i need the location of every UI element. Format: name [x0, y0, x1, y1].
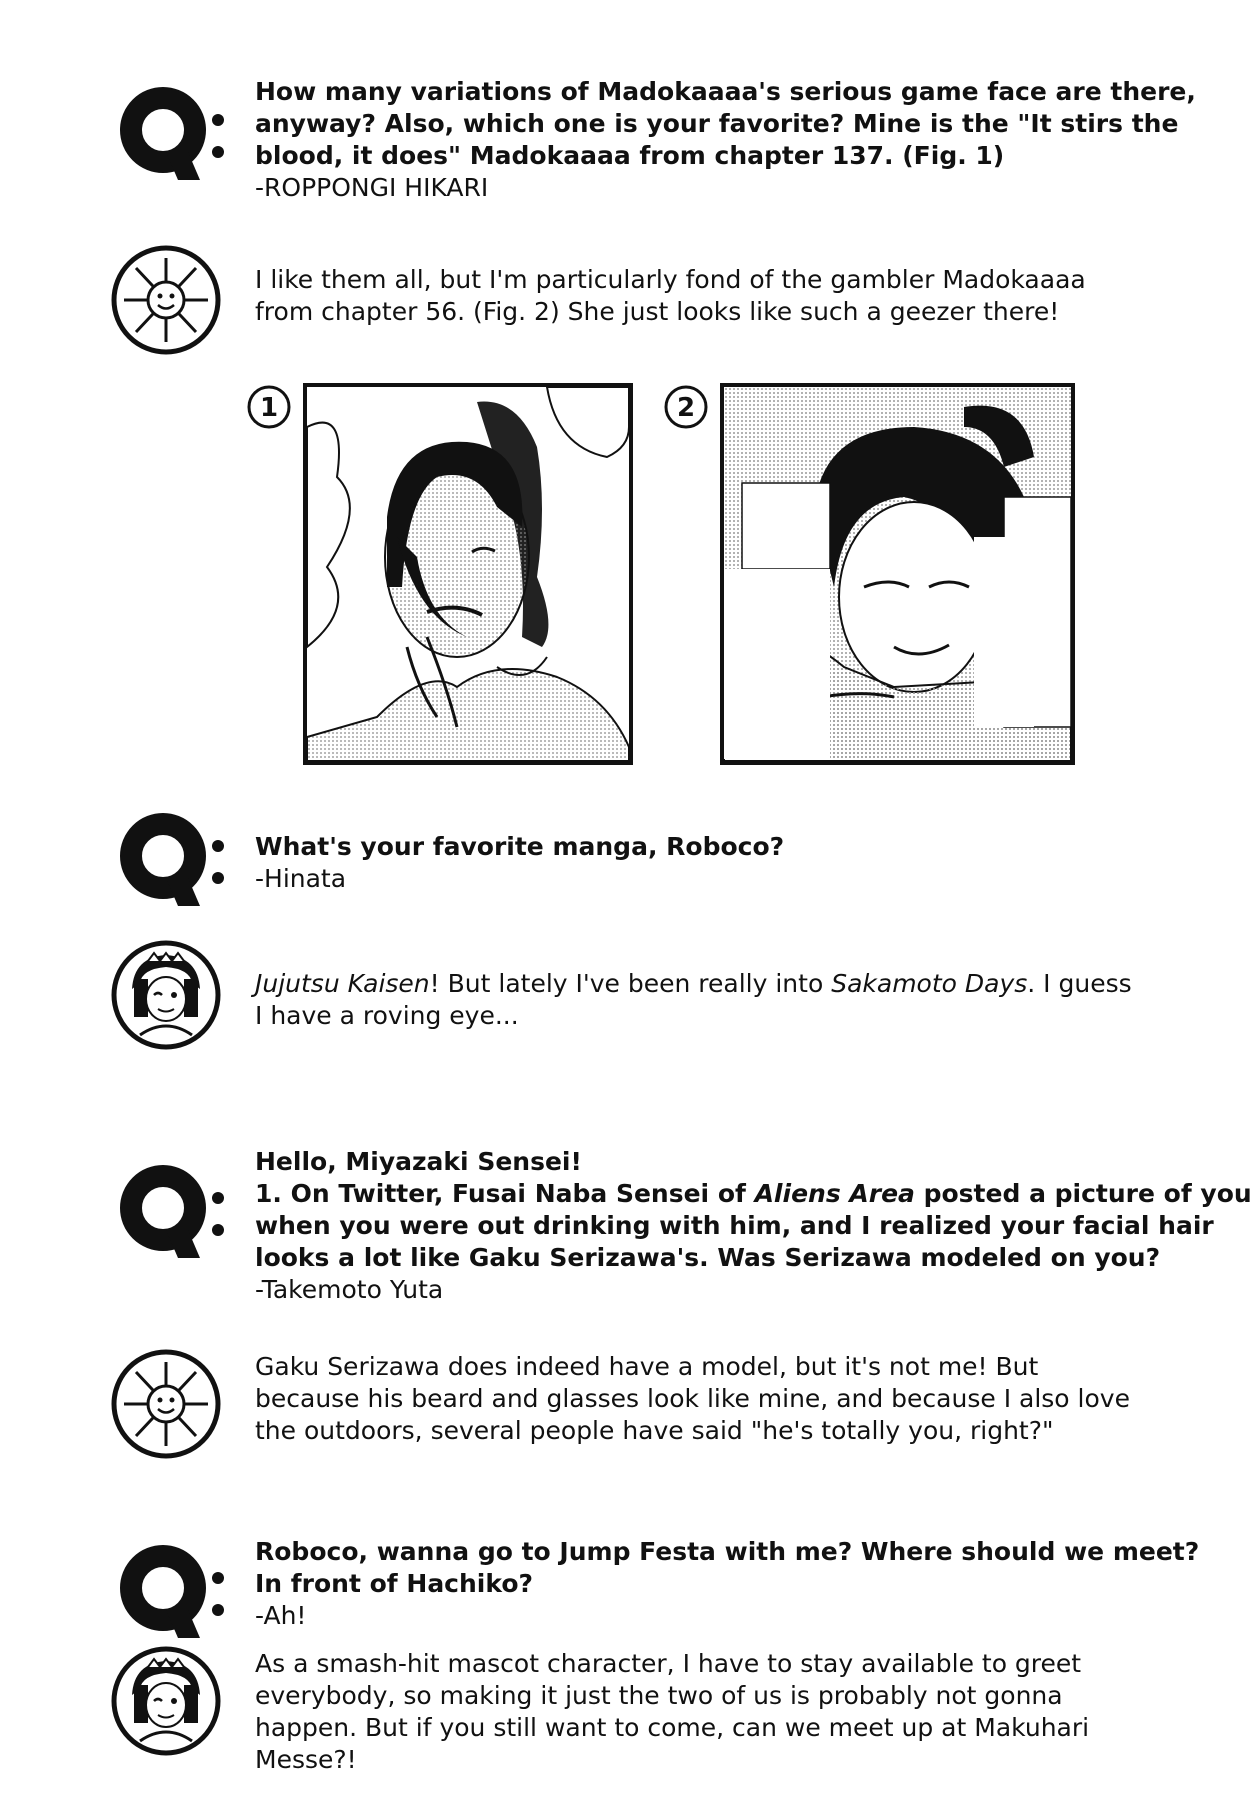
answer-3	[255, 1351, 1130, 1447]
answer-line: I like them all, but I'm particularly fond of the gambler Madokaaaa	[255, 265, 1086, 294]
figure-2-panel	[720, 383, 1075, 765]
question-signature: -ROPPONGI HIKARI	[255, 173, 489, 202]
answer-line: everybody, so making it just the two of us is probably not gonna	[255, 1681, 1063, 1710]
q-mark-icon	[118, 82, 228, 192]
answer-line: from chapter 56. (Fig. 2) She just looks like such a geezer there!	[255, 297, 1060, 326]
roboco-avatar-icon	[110, 939, 222, 1051]
question-line: Roboco, wanna go to Jump Festa with me? Where should we meet?	[255, 1537, 1200, 1566]
question-line: blood, it does" Madokaaaa from chapter 137. (Fig. 1)	[255, 141, 1005, 170]
q-mark-icon	[118, 808, 228, 918]
question-line: anyway? Also, which one is your favorite? Mine is the "It stirs the	[255, 109, 1179, 138]
question-1	[255, 76, 1196, 204]
answer-line: because his beard and glasses look like mine, and because I also love	[255, 1384, 1130, 1413]
question-line	[255, 1178, 1252, 1210]
question-line: What's your favorite manga, Roboco?	[255, 832, 785, 861]
question-3	[255, 1146, 1252, 1306]
figure-1-illustration	[307, 387, 629, 761]
question-2	[255, 831, 1115, 895]
figure-2-number: 2	[676, 393, 696, 423]
answer-4	[255, 1648, 1115, 1776]
manga-title: Jujutsu Kaisen	[255, 969, 430, 998]
answer-line	[255, 968, 1132, 1000]
question-line: How many variations of Madokaaaa's serious game face are there,	[255, 77, 1196, 106]
answer-fragment: . I guess	[1027, 969, 1132, 998]
answer-line: Gaku Serizawa does indeed have a model, but it's not me! But	[255, 1352, 1039, 1381]
question-fragment: posted a picture of you	[914, 1179, 1252, 1208]
q-mark-icon	[118, 1160, 228, 1270]
answer-line: happen. But if you still want to come, can we meet up at Makuhari	[255, 1713, 1090, 1742]
roboco-avatar-icon	[110, 1645, 222, 1757]
figure-2-illustration	[724, 387, 1071, 761]
answer-fragment: ! But lately I've been really into	[429, 969, 832, 998]
answer-line: Messe?!	[255, 1745, 357, 1774]
question-4	[255, 1536, 1200, 1632]
question-line: looks a lot like Gaku Serizawa's. Was Serizawa modeled on you?	[255, 1243, 1161, 1272]
answer-line: As a smash-hit mascot character, I have to stay available to greet	[255, 1649, 1082, 1678]
question-signature: -Hinata	[255, 864, 347, 893]
question-line: when you were out drinking with him, and I realized your facial hair	[255, 1211, 1214, 1240]
question-line: In front of Hachiko?	[255, 1569, 534, 1598]
answer-line: I have a roving eye...	[255, 1001, 519, 1030]
author-avatar-icon	[110, 1348, 222, 1460]
manga-title: Sakamoto Days	[831, 969, 1028, 998]
answer-line: the outdoors, several people have said "he's totally you, right?"	[255, 1416, 1054, 1445]
question-signature: -Takemoto Yuta	[255, 1275, 444, 1304]
figure-2-number-badge	[663, 384, 709, 430]
answer-1	[255, 264, 1115, 328]
question-signature: -Ah!	[255, 1601, 307, 1630]
question-fragment: 1. On Twitter, Fusai Naba Sensei of	[255, 1179, 755, 1208]
q-mark-icon	[118, 1540, 228, 1650]
figure-1-number: 1	[259, 393, 279, 423]
figure-1-number-badge	[246, 384, 292, 430]
manga-title: Aliens Area	[754, 1179, 915, 1208]
author-avatar-icon	[110, 244, 222, 356]
figure-1-panel	[303, 383, 633, 765]
answer-2	[255, 968, 1132, 1032]
question-line: Hello, Miyazaki Sensei!	[255, 1147, 582, 1176]
